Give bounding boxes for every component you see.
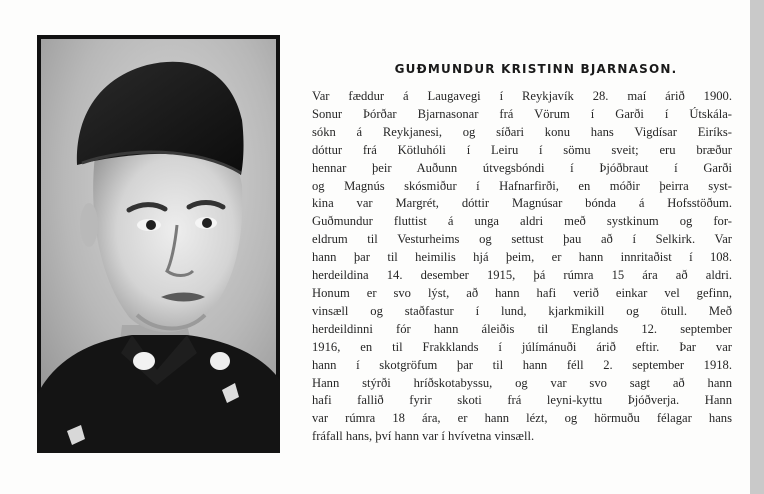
- body-line: Hann stýrði hríðskotabyssu, og var svo sagt að hann: [312, 375, 732, 390]
- article-body: [312, 88, 742, 446]
- body-line: 1916, en til Frakklands í júlímánuði árið eftir. Þar var: [312, 339, 732, 354]
- page-edge: [750, 0, 764, 494]
- body-line: vinsæll og staðfastur í lund, kjarkmikill og ötull. Með: [312, 303, 732, 318]
- body-line: hennar þeir Auðunn útvegsbóndi í Þjóðbraut í Garði: [312, 160, 732, 175]
- body-line: hafi fallið fyrir skoti frá leyni-kyttu Þjóðverja. Hann: [312, 393, 732, 408]
- body-line: dóttur frá Kötluhóli í Leiru í sömu sveit; eru bræður: [312, 142, 732, 157]
- biography-article: [312, 62, 742, 446]
- body-line: Honum er svo lýst, að hann hafi verið einkar vel gefinn,: [312, 285, 732, 300]
- body-line: var rúmra 18 ára, er hann lézt, og hörmuðu félagar hans: [312, 411, 732, 426]
- article-title: GUÐMUNDUR KRISTINN BJARNASON.: [394, 62, 678, 76]
- body-line: kina var Margrét, dóttir Magnúsar bónda á Hofsstöðum.: [312, 196, 732, 211]
- body-line: eldrum til Vesturheims og settust þau að í Selkirk. Var: [312, 232, 732, 247]
- body-line: og Magnús skósmiður í Hafnarfirði, en móðir þeirra syst-: [312, 178, 732, 193]
- body-line: Var fæddur á Laugavegi í Reykjavík 28. maí árið 1900.: [312, 89, 732, 103]
- body-line: fráfall hans, því hann var í hvívetna vinsæll.: [312, 429, 535, 444]
- body-line: hann þar til heimilis hjá þeim, er hann innritaðist í 108.: [312, 250, 732, 265]
- body-line: hann í skotgröfum þar til hann féll 2. september 1918.: [312, 357, 732, 372]
- body-line: herdeildinni fór hann áleiðis til Englands 12. september: [312, 321, 732, 336]
- body-line: herdeildina 14. desember 1915, þá rúmra 15 ára að aldri.: [312, 268, 732, 283]
- portrait-image: [37, 35, 280, 453]
- body-line: sókn á Reykjanesi, og síðari konu hans Vigdísar Eiríks-: [312, 124, 732, 139]
- body-line: Guðmundur fluttist á unga aldri með systkinum og for-: [312, 214, 732, 229]
- portrait-photo: [37, 35, 280, 453]
- body-line: Sonur Þórðar Bjarnasonar frá Vörum í Garði í Útskála-: [312, 106, 732, 121]
